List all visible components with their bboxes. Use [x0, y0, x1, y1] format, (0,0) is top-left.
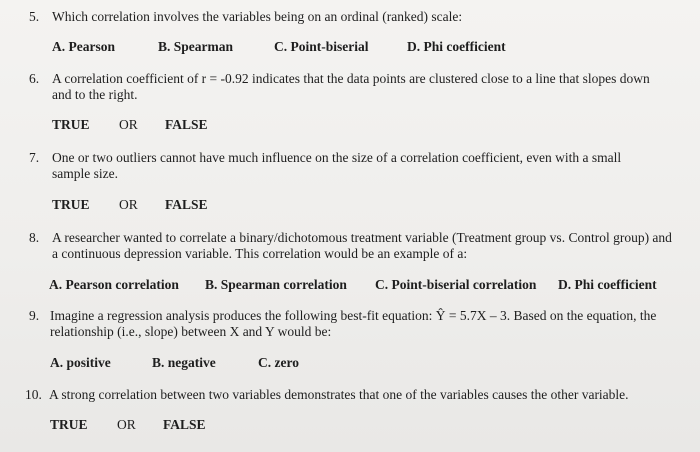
question-text: A strong correlation between two variables demonstrates that one of the variables causes the other variable.	[49, 387, 629, 402]
option-c[interactable]: C. Point-biserial correlation	[375, 277, 537, 292]
option-c[interactable]: C. Point-biserial	[274, 39, 369, 54]
question-number: 6.	[29, 71, 40, 86]
question-text: Which correlation involves the variables being on an ordinal (ranked) scale:	[52, 9, 463, 24]
option-d[interactable]: D. Phi coefficient	[407, 39, 506, 54]
option-a[interactable]: A. positive	[50, 355, 111, 370]
question-text: One or two outliers cannot have much influence on the size of a correlation coefficient, even with a small sample size.	[52, 150, 622, 181]
option-b[interactable]: B. Spearman correlation	[205, 277, 347, 292]
question-number: 7.	[29, 150, 40, 165]
option-c[interactable]: C. zero	[258, 355, 299, 370]
question-text: Imagine a regression analysis produces the following best-fit equation: Ŷ = 5.7X – 3. Based on the equation, the relationship (i.e., slope) between X and Y would be:	[50, 308, 657, 339]
option-or: OR	[119, 197, 138, 212]
question-number: 9.	[29, 308, 40, 323]
question-number: 5.	[29, 9, 40, 24]
option-or: OR	[119, 117, 138, 132]
option-false[interactable]: FALSE	[165, 197, 208, 212]
option-b[interactable]: B. Spearman	[158, 39, 234, 54]
option-a[interactable]: A. Pearson correlation	[49, 277, 179, 292]
option-b[interactable]: B. negative	[152, 355, 216, 370]
option-false[interactable]: FALSE	[163, 417, 206, 432]
question-number: 8.	[29, 230, 40, 245]
question-text: A correlation coefficient of r = -0.92 indicates that the data points are clustered close to a line that slopes down and to the right.	[52, 71, 650, 102]
option-false[interactable]: FALSE	[165, 117, 208, 132]
option-true[interactable]: TRUE	[52, 197, 90, 212]
option-true[interactable]: TRUE	[50, 417, 88, 432]
option-a[interactable]: A. Pearson	[52, 39, 115, 54]
question-number: 10.	[25, 387, 42, 402]
option-or: OR	[117, 417, 136, 432]
option-d[interactable]: D. Phi coefficient	[558, 277, 657, 292]
option-true[interactable]: TRUE	[52, 117, 90, 132]
question-text: A researcher wanted to correlate a binary/dichotomous treatment variable (Treatment group vs. Control group) and a continuous depression variable. This correlation would be an example of a:	[52, 230, 672, 261]
